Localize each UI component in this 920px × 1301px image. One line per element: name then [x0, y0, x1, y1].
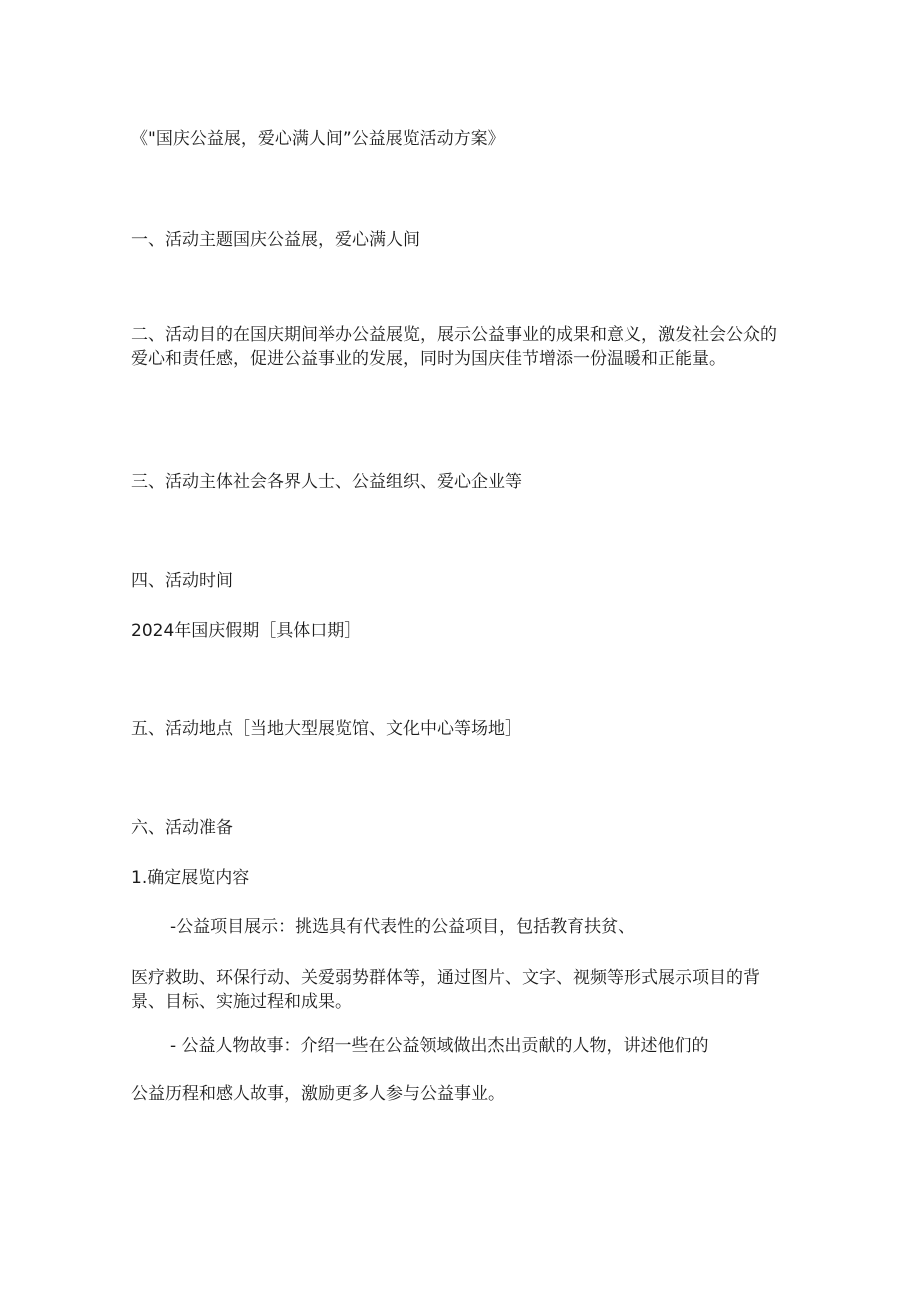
section-location: 五、活动地点［当地大型展览馆、文化中心等场地］	[131, 719, 522, 739]
bullet-1-first-line: -公益项目展示：挑选具有代表性的公益项目，包括教育扶贫、	[170, 917, 636, 937]
document-title: 《"国庆公益展，爱心满人间”公益展览活动方案》	[131, 129, 505, 149]
section-time-value: 2024年国庆假期［具体口期］	[131, 621, 362, 641]
prep-item-1: 1.确定展览内容	[131, 868, 250, 888]
section-subject: 三、活动主体社会各界人士、公益组织、爱心企业等	[131, 472, 522, 492]
bullet-2-first-line: - 公益人物故事：介绍一些在公益领域做出杰出贡献的人物，讲述他们的	[170, 1036, 709, 1056]
section-purpose: 二、活动目的在国庆期间举办公益展览，展示公益事业的成果和意义，激发社会公众的爱心和责任感，促进公益事业的发展，同时为国庆佳节增添一份温暖和正能量。	[131, 325, 777, 369]
bullet-1-continuation: 医疗救助、环保行动、关爱弱势群体等，通过图片、文字、视频等形式展示项目的背景、目标、实施过程和成果。	[131, 968, 760, 1012]
section-time-heading: 四、活动时间	[131, 571, 233, 591]
bullet-2-continuation: 公益历程和感人故事，激励更多人参与公益事业。	[131, 1084, 505, 1104]
section-theme: 一、活动主题国庆公益展，爱心满人间	[131, 230, 420, 250]
section-prep-heading: 六、活动准备	[131, 818, 233, 838]
